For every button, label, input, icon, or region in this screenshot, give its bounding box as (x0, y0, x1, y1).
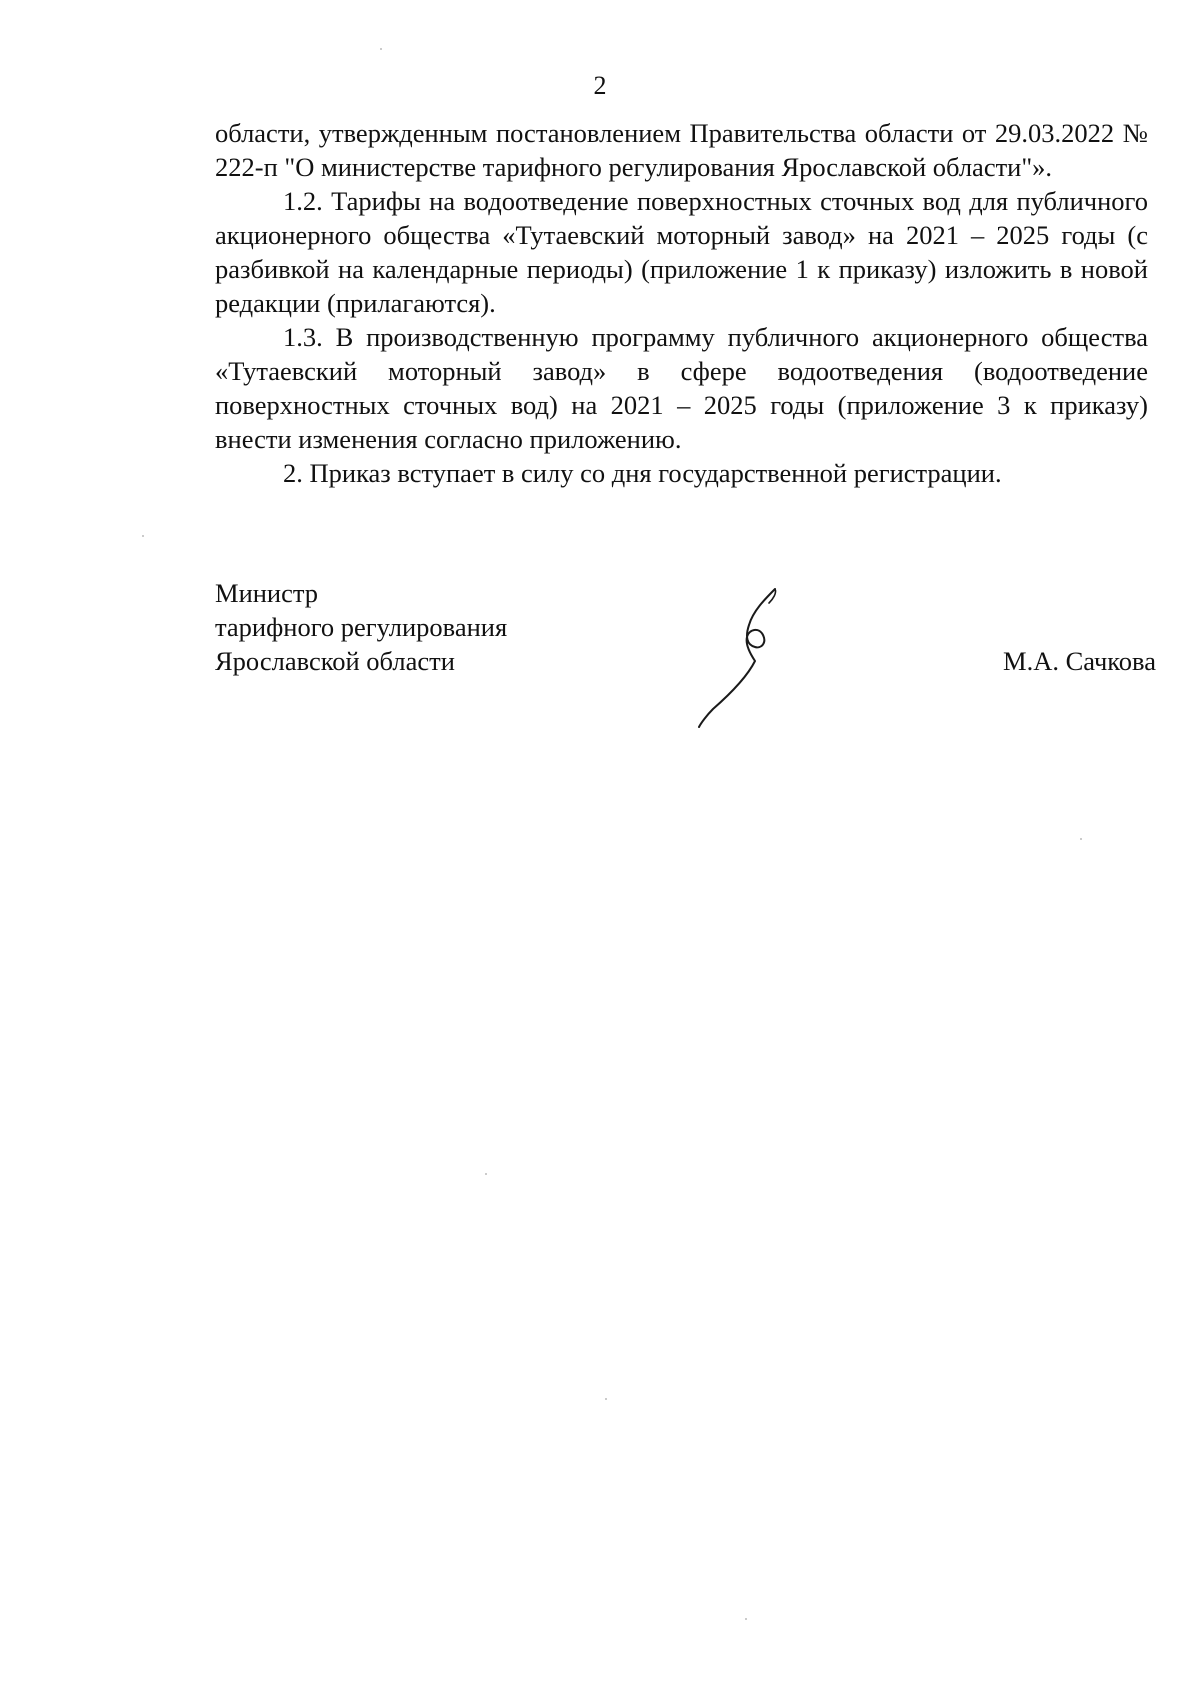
signer-name: М.А. Сачкова (1003, 646, 1156, 676)
signatory-position (215, 576, 507, 678)
handwritten-signature (695, 585, 795, 730)
scan-speck (485, 1173, 487, 1175)
scan-speck (380, 48, 382, 50)
paragraph-item-1-2: 1.2. Тарифы на водоотведение поверхностных сточных вод для публичного акционерного общества «Тутаевский моторный завод» на 2021 – 2025 годы (с разбивкой на календарные периоды) (приложение 1 к приказу) изложить в новой редакции (прилагаются). (215, 186, 1148, 318)
scan-speck (1080, 838, 1082, 840)
position-line-2: тарифного регулирования (215, 612, 508, 642)
document-body (215, 116, 1148, 490)
paragraph-continuation: области, утвержденным постановлением Правительства области от 29.03.2022 № 222-п "О министерстве тарифного регулирования Ярославской области"». (215, 118, 1148, 182)
position-line-3: Ярославской области (215, 646, 455, 676)
paragraph-item-2: 2. Приказ вступает в силу со дня государственной регистрации. (283, 458, 1002, 488)
position-line-1: Министр (215, 578, 319, 608)
paragraph-item-1-3: 1.3. В производственную программу публичного акционерного общества «Тутаевский моторный завод» в сфере водоотведения (водоотведение поверхностных сточных вод) на 2021 – 2025 годы (приложение 3 к приказу) внести изменения согласно приложению. (215, 322, 1148, 454)
page-number: 2 (593, 71, 607, 100)
scan-speck (142, 535, 144, 537)
scan-speck (605, 1398, 607, 1400)
scan-speck (745, 1618, 747, 1620)
